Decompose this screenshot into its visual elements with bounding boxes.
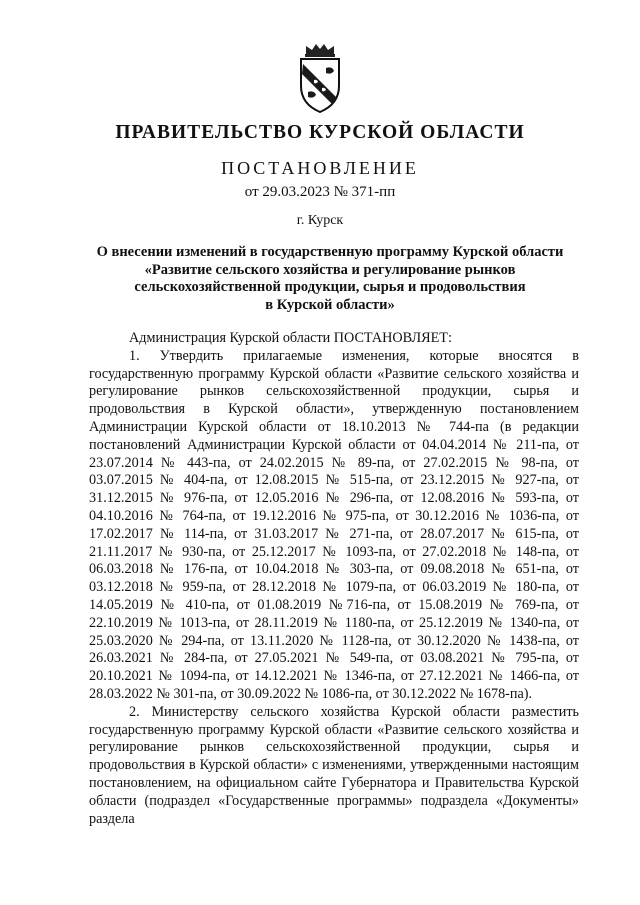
government-title: ПРАВИТЕЛЬСТВО КУРСКОЙ ОБЛАСТИ — [115, 122, 525, 143]
body-intro: Администрация Курской области ПОСТАНОВЛЯЕТ: — [129, 330, 452, 346]
document-body — [89, 330, 579, 828]
subject-line: О внесении изменений в государственную программу Курской области — [96, 244, 564, 260]
document-date-number: от 29.03.2023 № 371-пп — [244, 184, 396, 200]
kursk-coat-of-arms-icon — [292, 42, 348, 114]
subject-line: сельскохозяйственной продукции, сырья и продовольствия — [134, 279, 526, 295]
body-item-2: 2. Министерству сельского хозяйства Курской области разместить государственную программу Курской области «Развитие сельского хозяйства и регулирование рынков сельскохозяйственной продукции, сырья и продовольствия в Курской области» с изменениями, утвержденными настоящим постановлением, на официальном сайте Губернатора и Правительства Курской области (подраздел «Государственные программы» подраздела «Документы» раздела — [89, 703, 579, 827]
subject-line: «Развитие сельского хозяйства и регулирование рынков — [144, 261, 516, 278]
subject-line: в Курской области» — [265, 296, 395, 313]
body-item-1: 1. Утвердить прилагаемые изменения, которые вносятся в государственную программу Курской области «Развитие сельского хозяйства и регулирование рынков сельскохозяйственной продукции, сырья и продовольствия в Курской области», утвержденную постановлением Администрации Курской области от 18.10.2013 № 744-па (в редакции постановлений Администрации Курской области от 04.04.2014 № 211-па, от 23.07.2014 № 443-па, от 24.02.2015 № 89-па, от 27.02.2015 № 98-па, от 03.07.2015 № 404-па, от 12.08.2015 № 515-па, от 23.12.2015 № 927-па, от 31.12.2015 № 976-па, от 12.05.2016 № 296-па, от 12.08.2016 № 593-па, от 04.10.2016 № 764-па, от 19.12.2016 № 975-па, от 30.12.2016 № 1036-па, от 17.02.2017 № 114-па, от 31.03.2017 № 271-па, от 28.07.2017 № 615-па, от 21.11.2017 № 930-па, от 25.12.2017 № 1093-па, от 27.02.2018 № 148-па, от 06.03.2018 № 176-па, от 10.04.2018 № 303-па, от 09.08.2018 № 651-па, от 03.12.2018 № 959-па, от 28.12.2018 № 1079-па, от 06.03.2019 № 180-па, от 14.05.2019 № 410-па, от 01.08.2019 №716-па, от 15.08.2019 № 769-па, от 22.10.2019 № 1013-па, от 28.11.2019 № 1180-па, от 25.12.2019 № 1340-па, от 25.03.2020 № 294-па, от 13.11.2020 № 1128-па, от 30.12.2020 № 1438-па, от 26.03.2021 № 284-па, от 27.05.2021 № 549-па, от 03.08.2021 № 795-па, от 20.10.2021 № 1094-па, от 14.12.2021 № 1346-па, от 27.12.2021 № 1466-па, от 28.03.2022 № 301-па, от 30.09.2022 № 1086-па, от 30.12.2022 № 1678-па). — [89, 347, 579, 702]
document-type: ПОСТАНОВЛЕНИЕ — [221, 158, 419, 178]
document-place: г. Курск — [296, 213, 344, 228]
document-subject — [60, 244, 600, 314]
